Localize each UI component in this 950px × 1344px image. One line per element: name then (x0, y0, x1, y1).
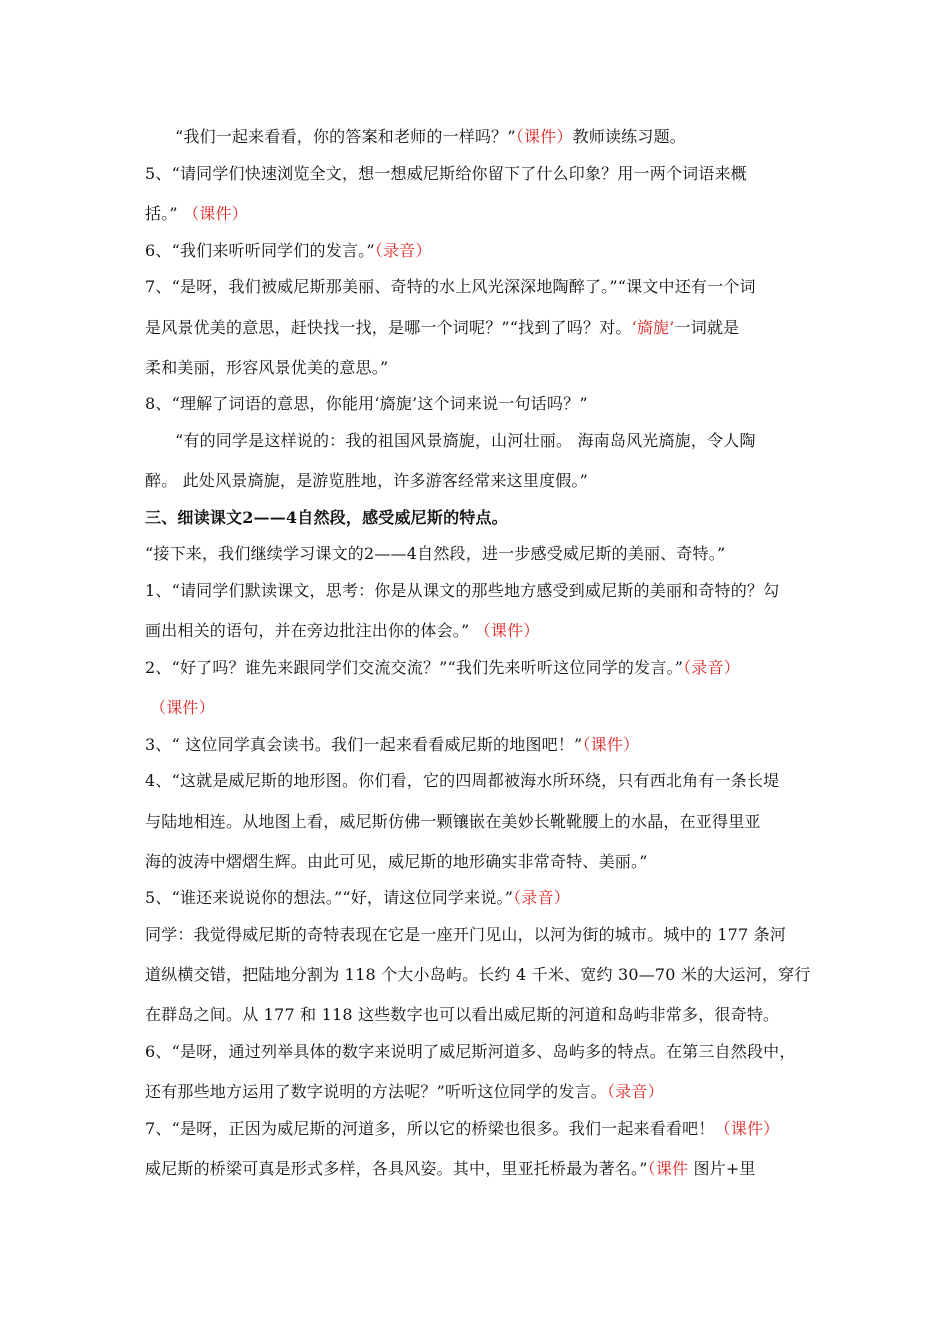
highlight-word: ‘旖旎’ (631, 318, 675, 337)
text-line: 画出相关的语句，并在旁边批注出你的体会。” （课件） (145, 621, 540, 640)
recording-tag: （录音） (374, 241, 432, 260)
text-line: 同学：我觉得威尼斯的奇特表现在它是一座开门见山，以河为街的城市。城中的 177 条河 (145, 925, 787, 944)
text-line (150, 697, 820, 719)
text-line: 4、“这就是威尼斯的地形图。你们看，它的四周都被海水所环绕，只有西北角有一条长堤 (145, 771, 780, 790)
text-line: 是风景优美的意思，赶快找一找，是哪一个词呢？”“找到了吗？对。‘旖旎’一词就是 (145, 318, 740, 337)
text-line: 8、“理解了词语的意思，你能用‘旖旎’这个词来说一句话吗？” (145, 394, 588, 413)
recording-tag: （录音） (513, 888, 570, 907)
text-line: 1、“请同学们默读课文，思考：你是从课文的那些地方感受到威尼斯的美丽和奇特的？勾 (145, 581, 780, 600)
text-line: 柔和美丽，形容风景优美的意思。” (145, 358, 389, 377)
text-line: “接下来，我们继续学习课文的2——4自然段，进一步感受威尼斯的美丽、奇特。” (145, 544, 726, 563)
courseware-tag: （课件） (183, 204, 248, 223)
text-line: 2、“好了吗？谁先来跟同学们交流交流？”“我们先来听听这位同学的发言。”（录音） (145, 658, 740, 677)
courseware-tag: （课件） (474, 621, 540, 640)
text-line: 3、“ 这位同学真会读书。我们一起来看看威尼斯的地图吧！”（课件） (145, 735, 640, 754)
recording-tag: （录音） (606, 1082, 664, 1101)
text-line: 在群岛之间。从 177 和 118 这些数字也可以看出威尼斯的河道和岛屿非常多，很奇特。 (145, 1005, 780, 1024)
text-line: 5、“请同学们快速浏览全文，想一想威尼斯给你留下了什么印象？用一两个词语来概 (145, 164, 747, 183)
text-line: 威尼斯的桥梁可真是形式多样，各具风姿。其中，里亚托桥最为著名。”（课件 图片+里 (145, 1159, 756, 1178)
text-line: 海的波涛中熠熠生辉。由此可见，威尼斯的地形确实非常奇特、美丽。” (145, 852, 648, 871)
text-line: 与陆地相连。从地图上看，威尼斯仿佛一颗镶嵌在美妙长靴靴腰上的水晶，在亚得里亚 (145, 812, 761, 831)
text-line: 7、“是呀，我们被威尼斯那美丽、奇特的水上风光深深地陶醉了。”“课文中还有一个词 (145, 277, 756, 296)
text-line: 6、“我们来听听同学们的发言。”（录音） (145, 241, 432, 260)
text-line: 醉。 此处风景旖旎，是游览胜地，许多游客经常来这里度假。” (145, 471, 589, 490)
text-line: 道纵横交错，把陆地分割为 118 个大小岛屿。长约 4 千米、宽约 30—70 米的大运河，穿行 (145, 965, 811, 984)
section-heading: 三、细读课文2——4自然段，感受威尼斯的特点。 (145, 508, 508, 527)
courseware-tag: （课件） (515, 127, 573, 146)
text-line: 括。” （课件） (145, 204, 248, 223)
courseware-tag: （课件） (714, 1119, 780, 1138)
courseware-tag: （课件） (150, 698, 215, 717)
text-line: “有的同学是这样说的：我的祖国风景旖旎，山河壮丽。 海南岛风光旖旎，令人陶 (175, 431, 756, 450)
courseware-tag: （课件） (582, 735, 640, 754)
text-line: 5、“谁还来说说你的想法。”“好，请这位同学来说。”（录音） (145, 888, 570, 907)
text-line: “我们一起来看看，你的答案和老师的一样吗？”（课件）教师读练习题。 (175, 127, 686, 146)
courseware-tag: （课件 (647, 1159, 694, 1178)
recording-tag: （录音） (683, 658, 740, 677)
text-line: 还有那些地方运用了数字说明的方法呢？”听听这位同学的发言。（录音） (145, 1082, 664, 1101)
text-line: 7、“是呀，正因为威尼斯的河道多，所以它的桥梁也很多。我们一起来看看吧！（课件） (145, 1119, 780, 1138)
text-line: 6、“是呀，通过列举具体的数字来说明了威尼斯河道多、岛屿多的特点。在第三自然段中， (145, 1042, 796, 1061)
